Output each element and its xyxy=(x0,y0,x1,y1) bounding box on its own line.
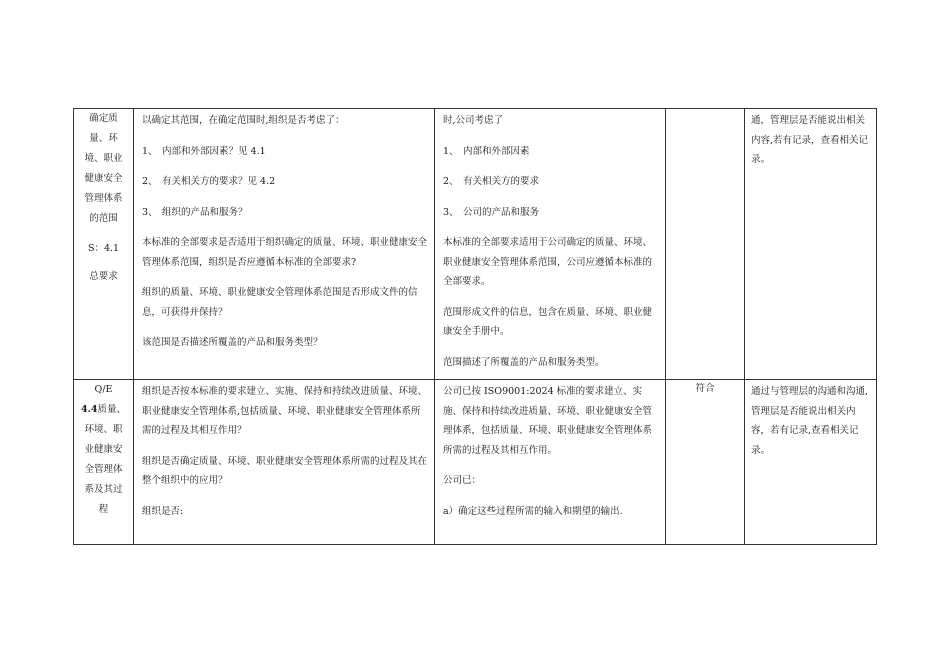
evidence-paragraph: a）确定这些过程所需的输入和期望的输出. xyxy=(443,505,623,517)
clause-line: 量、环 xyxy=(89,133,118,144)
clause-line: 环境、职 xyxy=(84,424,123,435)
clause-cell xyxy=(74,109,134,380)
table-row xyxy=(74,109,877,380)
clause-line: 总要求 xyxy=(89,271,118,282)
requirement-cell xyxy=(134,109,435,380)
conformity-cell xyxy=(666,109,745,380)
method-cell xyxy=(745,380,877,545)
list-item: 3、 组织的产品和服务？ xyxy=(142,206,248,218)
method-text: 通过与管理层的沟通和沟通,管理层是否能说出相关内容，若有记录,查看相关记录。 xyxy=(751,386,869,456)
requirement-paragraph: 组织是否: xyxy=(142,505,184,517)
requirement-paragraph: 本标准的全部要求是否适用于组织确定的质量、环境、职业健康安全管理体系范围，组织是否应遵循本标准的全部要求? xyxy=(142,237,428,268)
requirement-intro: 以确定其范围，在确定范围时,组织是否考虑了： xyxy=(142,115,345,126)
conformity-status xyxy=(666,109,744,112)
audit-checklist-table xyxy=(73,108,877,545)
clause-line: 全管理体 xyxy=(84,464,123,475)
clause-number: S：4.1 xyxy=(87,243,120,254)
clause-line: 健康安全 xyxy=(84,173,123,184)
evidence-paragraph: 公司已按 ISO9001:2024 标准的要求建立、实施、保持和持续改进质量、环境、职业健康安全管理体系，包括质量、环境、职业健康安全管理体系所需的过程及其相互作用。 xyxy=(443,386,653,456)
clause-line: 确定质 xyxy=(89,113,118,124)
clause-cell xyxy=(74,380,134,545)
list-item: 1、 内部和外部因素？见 4.1 xyxy=(142,145,266,157)
requirement-cell xyxy=(134,380,435,545)
evidence-paragraph: 公司已： xyxy=(443,475,482,486)
conformity-status: 符合 xyxy=(695,383,715,394)
clause-line: 的范围 xyxy=(89,213,118,224)
table-row xyxy=(74,380,877,545)
requirement-paragraph: 该范围是否描述所覆盖的产品和服务类型？ xyxy=(142,337,323,348)
clause-line: 程 xyxy=(98,504,109,515)
requirement-paragraph: 组织是否按本标准的要求建立、实施、保持和持续改进质量、环境、职业健康安全管理体系,包括质量、环境、职业健康安全管理体系所需的过程及其相互作用？ xyxy=(142,386,428,436)
requirement-paragraph: 组织的质量、环境、职业健康安全管理体系范围是否形成文件的信息，可获得并保持？ xyxy=(142,287,418,318)
clause-line: 境、职业 xyxy=(84,153,123,164)
clause-code: Q/E xyxy=(94,384,113,395)
clause-line: 业健康安 xyxy=(84,444,123,455)
method-text: 通，管理层是否能说出相关内容,若有记录，查看相关记录。 xyxy=(751,115,869,165)
list-item: 2、 有关相关方的要求 xyxy=(443,176,540,187)
evidence-cell xyxy=(435,380,666,545)
requirement-paragraph: 组织是否确定质量、环境、职业健康安全管理体系所需的过程及其在整个组织中的应用？ xyxy=(142,455,428,486)
clause-line: 系及其过 xyxy=(84,484,123,495)
clause-line: 管理体系 xyxy=(84,193,123,204)
evidence-paragraph: 范围形成文件的信息，包含在质量、环境、职业健康安全手册中。 xyxy=(443,306,653,337)
clause-line: 4.4质量、 xyxy=(80,404,127,415)
evidence-paragraph: 范围描述了所覆盖的产品和服务类型。 xyxy=(443,356,605,368)
evidence-paragraph: 本标准的全部要求适用于公司确定的质量、环境、职业健康安全管理体系范围，公司应遵循本标准的全部要求。 xyxy=(443,237,653,287)
evidence-cell xyxy=(435,109,666,380)
list-item: 2、 有关相关方的要求？见 4.2 xyxy=(142,176,276,187)
conformity-cell xyxy=(666,380,745,545)
clause-number: 4.4 xyxy=(80,404,98,415)
evidence-intro: 时,公司考虑了 xyxy=(443,115,504,126)
list-item: 3、 公司的产品和服务 xyxy=(443,206,540,218)
method-cell xyxy=(745,109,877,380)
list-item: 1、 内部和外部因素 xyxy=(443,145,530,157)
